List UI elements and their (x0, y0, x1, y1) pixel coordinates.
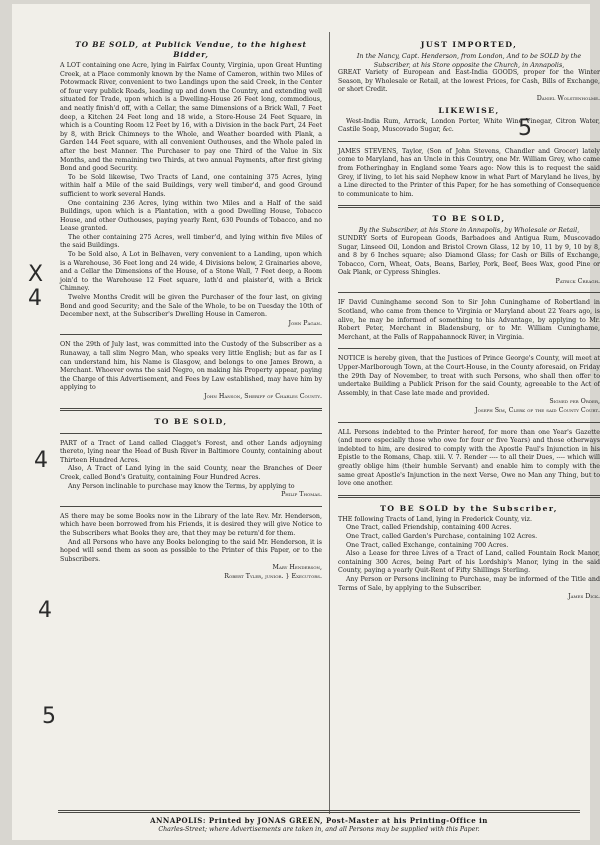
divider (338, 495, 600, 498)
ad-signature: Patrick Creagh. (555, 277, 600, 285)
divider (338, 348, 600, 349)
column-rule (329, 32, 330, 814)
ad-frederick-tracts (338, 516, 600, 602)
ad-signature: Philip Thomas. (281, 491, 322, 499)
ad-signature: John Hanson, Sheriff of Charles County. (204, 392, 322, 400)
ad-paragraph: Also, A Tract of Land lying in the said County, near the Branches of Deer Creek, called Bond's Gratuity, containing Four Hundred Acres. (60, 465, 322, 481)
ad-notice-prison (338, 355, 600, 415)
ad-paragraph: Also a Lease for three Lives of a Tract of Land, called Fountain Rock Manor, containing 300 Acres, being Part of his Lordship's Manor, lying in the said County, paying a yearly Quit-Rent of Fifty Shillings Sterling. (338, 550, 600, 575)
printer-imprint (58, 810, 580, 834)
header-to-be-sold-subscriber: TO BE SOLD by the Subscriber, (380, 503, 558, 513)
divider (60, 334, 322, 335)
ad-signature: John Pagan. (288, 319, 322, 327)
ad-paragraph: To be Sold also, A Lot in Belhaven, very convenient to a Landing, upon which is a Warehouse, 36 Feet long and 24 wide, 4 Divisions below, 2 Grainaries above, and a Cellar the Dimensions of the House, of a Stone Wall, 7 Feet deep, a Room join'd to the Warehouse 12 Feet square, lath'd and plaister'd, with a Brick Chimney. (60, 251, 322, 293)
margin-mark: 4 (28, 286, 42, 311)
ad-paragraph: One Tract, called Friendship, containing 400 Acres. (346, 524, 512, 532)
ad-paragraph: West-India Rum, Arrack, London Porter, White Wine Vinegar, Citron Water, Castile Soap, Muscovado Sugar, &c. (338, 117, 600, 134)
header-just-imported: JUST IMPORTED, (420, 40, 518, 49)
ad-paragraph: ALL Persons indebted to the Printer hereof, for more than one Year's Gazette (and more especially those who owe for four or five Years) and those otherways indebted to him, are desired to comply with the Apostle Paul's Injunction in his Epistle to the Romans, Chap. xiii. V. 7. Render ---- to all their Dues, ---- which will greatly oblige him (their humble Servant) and enable him to comply with the same great Apostle's Injunction in the next Verse, Owe no Man any Thing, but to love one another. (338, 428, 600, 488)
ad-paragraph: SUNDRY Sorts of European Goods, Barbadoes and Antigua Rum, Muscovado Sugar, Linseed Oil, London and Bristol Crown Glass, 12 by 10, 11 by 9, 10 by 8, and 8 by 6 Inches square; also Diamond Glass; for Cash or Bills of Exchange, Tobacco, Corn, Wheat, Oats, Beans, Barley, Pork, Beef, Bees Wax, good Pine or Oak Plank, or Cypress Shingles. (338, 234, 600, 277)
margin-mark: 4 (34, 448, 48, 473)
ad-paragraph: Any Person or Persons inclining to Purchase, may be informed of the Title and Terms of Sale, by applying to the Subscriber. (338, 575, 600, 592)
ad-paragraph: Any Person inclinable to purchase may know the Terms, by applying to (68, 482, 295, 490)
ad-james-stevens (338, 148, 600, 200)
ad-paragraph: One Tract, called Garden's Purchase, containing 102 Acres. (346, 532, 538, 540)
ad-signature: Mary Henderson, (272, 564, 322, 572)
ad-signature: Signed per Order, (549, 398, 600, 406)
ad-paragraph: To be Sold likewise, Two Tracts of Land, one containing 375 Acres, lying within half a Mile of the said Buildings, very well timber'd, and good Ground sufficient to work several Hands. (60, 173, 322, 198)
left-column (60, 38, 322, 585)
ad-paragraph: Twelve Months Credit will be given the Purchaser of the four last, on giving Bond and good Security; and the Sale of the Whole, to be on Tuesday the 10th of December next, at the Subscriber's Dwelling House in Cameron. (60, 294, 322, 319)
ad-sundry-sorts (338, 235, 600, 287)
ad-paragraph: NOTICE is hereby given, that the Justices of Prince George's County, will meet at Upper-Marlborough Town, at the Court-House, in the County aforesaid, on Friday the 29th Day of November, to treat with such Persons, who shall then offer to undertake Building a Publick Prison for the said County, agreeable to the Act of Assembly, in that Case late made and provided. (338, 355, 600, 397)
subheader: By the Subscriber, at his Store in Annapolis, by Wholesale or Retail, (358, 226, 580, 235)
imprint-line: Charles-Street; where Advertisements are taken in, and all Persons may be supplied with this Paper. (158, 826, 480, 833)
divider (338, 422, 600, 423)
divider (58, 810, 580, 813)
ad-signature: Robert Tyler, junior. } Executors. (224, 572, 322, 580)
ad-paragraph: JAMES STEVENS, Taylor, (Son of John Stevens, Chandler and Grocer) lately come to Maryland, has an Uncle in this Country, one Mr. William Grey, who came from Fotheringhay in England some Years ago: Now this is to request the said Grey, if living, to let his said Nephew know in what Part of Maryland he lives, by a Line directed to the Printer of this Paper, for he has something of Consequence to communicate to him. (338, 147, 600, 198)
ad-paragraph: GREAT Variety of European and East-India GOODS, proper for the Winter Season, by Wholesale or Retail, at the lowest Prices, for Cash, Bills of Exchange, or short Credit. (338, 69, 600, 94)
ad-claggets-forest (60, 440, 322, 500)
header-likewise: LIKEWISE, (438, 105, 500, 115)
ad-paragraph: IF David Cuninghame second Son to Sir John Cuninghame of Robertland in Scotland, who came from thence to Virginia or Maryland about 22 Years ago, is alive, he may be informed of something to his Advantage, by applying to Mr. Robert Peter, Merchant in Bladensburg, or to Mr. William Cuninghame, Merchant, at the Falls of Rappahannock River, in Virginia. (338, 299, 600, 341)
divider (60, 408, 322, 411)
ad-cameron-lot (60, 62, 322, 328)
ad-paragraph: AS there may be some Books now in the Library of the late Rev. Mr. Henderson, which have been borrowed from his Friends, it is desired they will give Notice to the Subscribers what Books they are, that they may be return'd for them. (60, 512, 322, 537)
ad-paragraph: ON the 29th of July last, was committed into the Custody of the Subscriber as a Runaway, a tall slim Negro Man, who speaks very little English; but as far as I can understand him, his Name is Glasgow, and belongs to one James Brown, a Merchant. Whoever owns the said Negro, on making his Property appear, paying the Charge of this Advertisement, and Fees by Law established, may have him by applying to (60, 341, 322, 392)
margin-mark: 5 (42, 704, 56, 729)
divider (60, 506, 322, 507)
margin-mark: X (28, 262, 44, 287)
divider (338, 141, 600, 142)
ad-signature: James Dick. (568, 593, 600, 601)
right-column (338, 38, 600, 606)
ad-paragraph: And all Persons who have any Books belonging to the said Mr. Henderson, it is hoped will send them as soon as possible to the Printer of this Paper, or to the Subscribers. (60, 538, 322, 563)
ad-paragraph: One containing 236 Acres, lying within two Miles and a Half of the said Buildings, upon which is a Plantation, with a good Dwelling House, Tobacco House, and other Outhouses, paying yearly Rent, 630 Pounds of Tobacco, and no Lease granted. (60, 199, 322, 233)
margin-mark: 4 (38, 598, 52, 623)
header-to-be-sold: TO BE SOLD, (154, 416, 228, 426)
imprint-line: ANNAPOLIS: Printed by JONAS GREEN, Post-Master at his Printing-Office in (150, 816, 488, 825)
margin-mark: 5 (518, 116, 532, 141)
ad-signature: Joseph Sim, Clerk of the said County Court. (475, 407, 600, 414)
ad-paragraph: THE following Tracts of Land, lying in Frederick County, viz. (338, 515, 532, 523)
ad-henderson-books (60, 513, 322, 582)
ad-european-goods (338, 69, 600, 135)
ad-paragraph: The other containing 275 Acres, well timber'd, and lying within five Miles of the said Buildings. (60, 233, 322, 250)
subheader: In the Nancy, Capt. Henderson, from London, And to be SOLD by the Subscriber, at his Store opposite the Church, in Annapolis, (356, 52, 582, 69)
ad-paragraph: PART of a Tract of Land called Clagget's Forest, and other Lands adjoyning thereto, lying near the Head of Bush River in Baltimore County, containing about Thirteen Hundred Acres. (60, 439, 322, 464)
header-to-be-sold: TO BE SOLD, (432, 214, 506, 224)
divider (338, 292, 600, 293)
ad-signature: Daniel Wolstenholme. (536, 94, 600, 102)
divider (60, 433, 322, 434)
ad-paragraph: A LOT containing one Acre, lying in Fairfax County, Virginia, upon Great Hunting Creek, at a Place commonly known by the Name of Cameron, within two Miles of Potowmack River, convenient to two Landings upon the said Creek, in the Center of four very publick Roads, leading up and down the Country, and extending well situated for Trade, upon which is a Dwelling-House 26 Feet long, commodious, and neatly finish'd off, with a Cellar, the same Dimensions of a Brick Wall, 7 Feet deep, a Kitchen 24 Feet long and 18 wide, a Store-House 24 Feet Square, in which is a Counting Room 12 Feet by 16, with a Division in the back Part, 24 Feet by 8, with Brick Chimneys to the Whole, and Weather boarded with Plank, a Garden 144 Feet square, with all convenient Outhouses, and the Whole paled in after the best Manner. The Purchaser to pay one Third of the Value in Six Months, and the remaining two Thirds, at two annual Payments, after first giving Bond and good Security. (60, 62, 322, 173)
ad-david-cuninghame (338, 299, 600, 342)
ad-printer-debts (338, 429, 600, 489)
divider (338, 205, 600, 208)
ad-runaway (60, 341, 322, 401)
ad-paragraph: One Tract, called Exchange, containing 700 Acres. (346, 541, 509, 549)
newspaper-page (12, 4, 600, 840)
header-to-be-sold-publick-vendue: TO BE SOLD, at Publick Vendue, to the highest Bidder, (75, 40, 307, 59)
